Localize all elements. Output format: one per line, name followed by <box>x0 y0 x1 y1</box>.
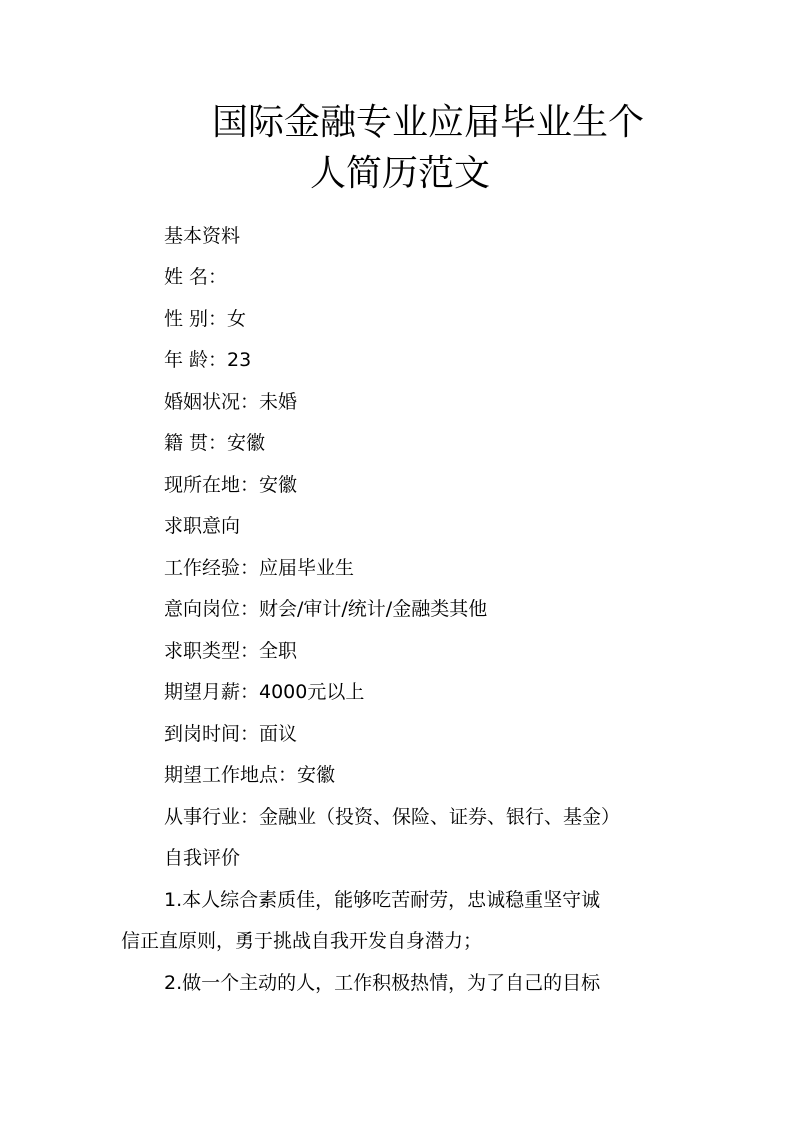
field-marital-status: 婚姻状况：未婚 <box>164 391 298 413</box>
field-start-time: 到岗时间：面议 <box>164 723 298 745</box>
field-expected-salary: 期望月薪：4000元以上 <box>164 681 365 703</box>
field-gender: 性 别：女 <box>164 308 247 330</box>
self-evaluation-item-1-line-1: 1.本人综合素质佳，能够吃苦耐劳，忠诚稳重坚守诚 <box>164 889 601 911</box>
field-job-type: 求职类型：全职 <box>164 640 298 662</box>
field-native-place: 籍 贯：安徽 <box>164 432 266 454</box>
self-evaluation-item-2-line-1: 2.做一个主动的人，工作积极热情，为了自己的目标 <box>164 972 601 994</box>
section-heading-self-evaluation: 自我评价 <box>164 847 241 869</box>
field-current-location: 现所在地：安徽 <box>164 474 298 496</box>
field-work-experience: 工作经验：应届毕业生 <box>164 557 355 579</box>
field-age: 年 龄：23 <box>164 349 252 371</box>
section-heading-job-intention: 求职意向 <box>164 515 241 537</box>
field-desired-location: 期望工作地点：安徽 <box>164 764 336 786</box>
field-name: 姓 名： <box>164 266 228 288</box>
self-evaluation-item-1-line-2: 信正直原则，勇于挑战自我开发自身潜力； <box>121 930 483 952</box>
field-desired-position: 意向岗位：财会/审计/统计/金融类其他 <box>164 598 488 620</box>
field-industry: 从事行业：金融业（投资、保险、证券、银行、基金） <box>164 806 621 828</box>
document-title-line-2: 人简历范文 <box>310 153 491 194</box>
document-title-line-1: 国际金融专业应届毕业生个 <box>212 102 645 143</box>
section-heading-basic-info: 基本资料 <box>164 225 241 247</box>
